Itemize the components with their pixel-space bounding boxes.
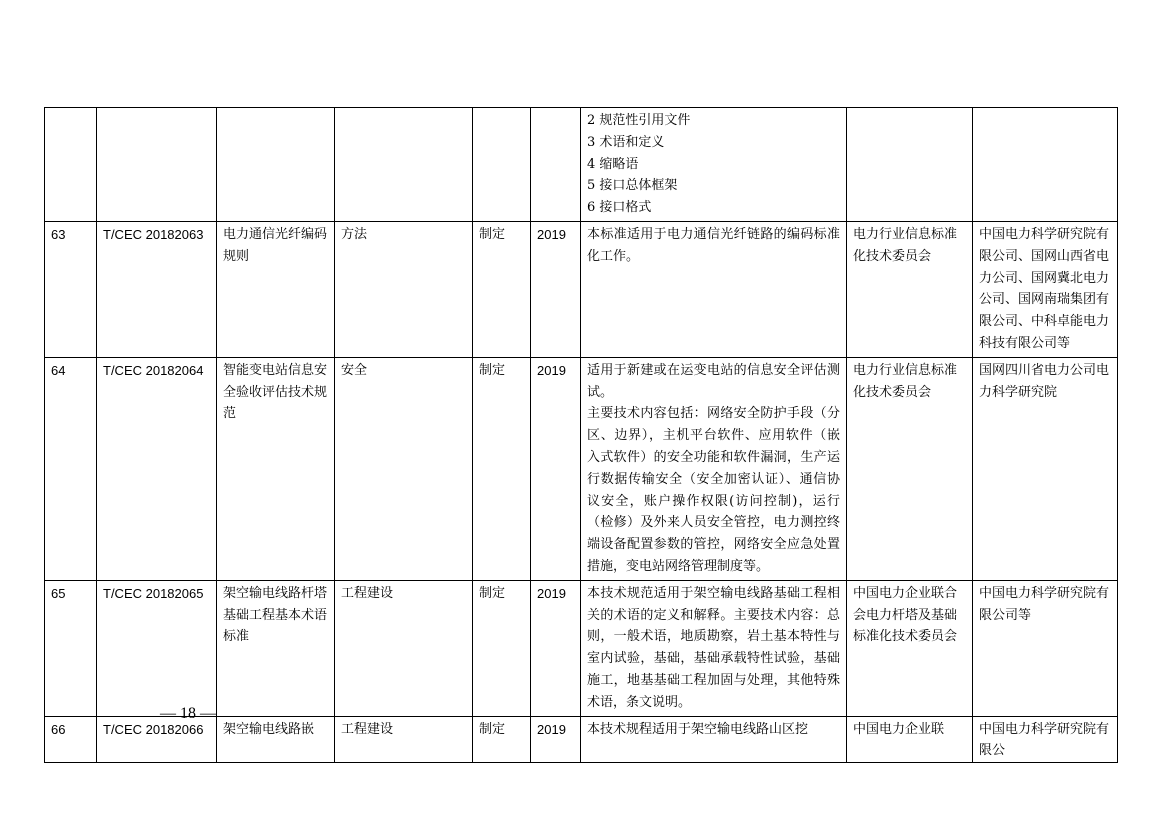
- cell-name: [217, 108, 335, 222]
- cell-no: [45, 108, 97, 222]
- cell-no: 65: [45, 580, 97, 716]
- cell-type: 制定: [473, 716, 531, 763]
- cell-year: [531, 108, 581, 222]
- cell-type: 制定: [473, 357, 531, 580]
- cell-drafters: 国网四川省电力公司电力科学研究院: [973, 357, 1118, 580]
- cell-committee: 中国电力企业联合会电力杆塔及基础标准化技术委员会: [847, 580, 973, 716]
- summary-line: 5 接口总体框架: [587, 178, 678, 194]
- cell-drafters: 中国电力科学研究院有限公: [973, 716, 1118, 763]
- cell-year: 2019: [531, 716, 581, 763]
- table-row: [45, 357, 1118, 580]
- cell-code: T/CEC 20182065: [97, 580, 217, 716]
- page-number: — 18 —: [160, 705, 216, 722]
- cell-summary: 本技术规程适用于架空输电线路山区挖: [581, 716, 847, 763]
- summary-line: 2 规范性引用文件: [587, 113, 691, 128]
- standards-table-page: [44, 107, 1117, 763]
- cell-committee: 中国电力企业联: [847, 716, 973, 763]
- cell-no: 66: [45, 716, 97, 763]
- cell-summary: 适用于新建或在运变电站的信息安全评估测试。 主要技术内容包括：网络安全防护手段（分区、边界），主机平台软件、应用软件（嵌入式软件）的安全功能和软件漏洞，生产运行数据传输安全（安全加密认证）、通信协议安全，账户操作权限(访问控制)，运行（检修）及外来人员安全管控，电力测控终端设备配置参数的管控，网络安全应急处置措施，变电站网络管理制度等。: [581, 357, 847, 580]
- summary-line: 6 接口格式: [587, 200, 652, 216]
- cell-no: 63: [45, 221, 97, 357]
- cell-name: 智能变电站信息安全验收评估技术规范: [217, 357, 335, 580]
- cell-category: 安全: [335, 357, 473, 580]
- cell-category: 工程建设: [335, 716, 473, 763]
- cell-no: 64: [45, 357, 97, 580]
- cell-category: 工程建设: [335, 580, 473, 716]
- cell-year: 2019: [531, 580, 581, 716]
- cell-type: [473, 108, 531, 222]
- cell-code: [97, 108, 217, 222]
- cell-summary: 本标准适用于电力通信光纤链路的编码标准化工作。: [581, 221, 847, 357]
- cell-committee: 电力行业信息标准化技术委员会: [847, 357, 973, 580]
- summary-line: 4 缩略语: [587, 156, 639, 172]
- cell-committee: 电力行业信息标准化技术委员会: [847, 221, 973, 357]
- table-row-continued: [45, 108, 1118, 222]
- cell-year: 2019: [531, 221, 581, 357]
- cell-summary: [581, 108, 847, 222]
- cell-name: 架空输电线路嵌: [217, 716, 335, 763]
- cell-name: 电力通信光纤编码规则: [217, 221, 335, 357]
- table-row: [45, 221, 1118, 357]
- cell-category: [335, 108, 473, 222]
- cell-committee: [847, 108, 973, 222]
- cell-drafters: [973, 108, 1118, 222]
- cell-drafters: 中国电力科学研究院有限公司、国网山西省电力公司、国网冀北电力公司、国网南瑞集团有限公司、中科卓能电力科技有限公司等: [973, 221, 1118, 357]
- standards-table: [44, 107, 1118, 763]
- cell-category: 方法: [335, 221, 473, 357]
- table-row: [45, 580, 1118, 716]
- table-row: [45, 716, 1118, 763]
- cell-summary: 本技术规范适用于架空输电线路基础工程相关的术语的定义和解释。主要技术内容：总则，一般术语，地质勘察，岩土基本特性与室内试验，基础，基础承载特性试验，基础施工，地基基础工程加固与处理，其他特殊术语，条文说明。: [581, 580, 847, 716]
- cell-code: T/CEC 20182064: [97, 357, 217, 580]
- cell-name: 架空输电线路杆塔基础工程基本术语标准: [217, 580, 335, 716]
- cell-type: 制定: [473, 580, 531, 716]
- summary-line: 3 术语和定义: [587, 134, 665, 150]
- cell-drafters: 中国电力科学研究院有限公司等: [973, 580, 1118, 716]
- cell-code: T/CEC 20182063: [97, 221, 217, 357]
- cell-year: 2019: [531, 357, 581, 580]
- cell-code: T/CEC 20182066: [97, 716, 217, 763]
- cell-type: 制定: [473, 221, 531, 357]
